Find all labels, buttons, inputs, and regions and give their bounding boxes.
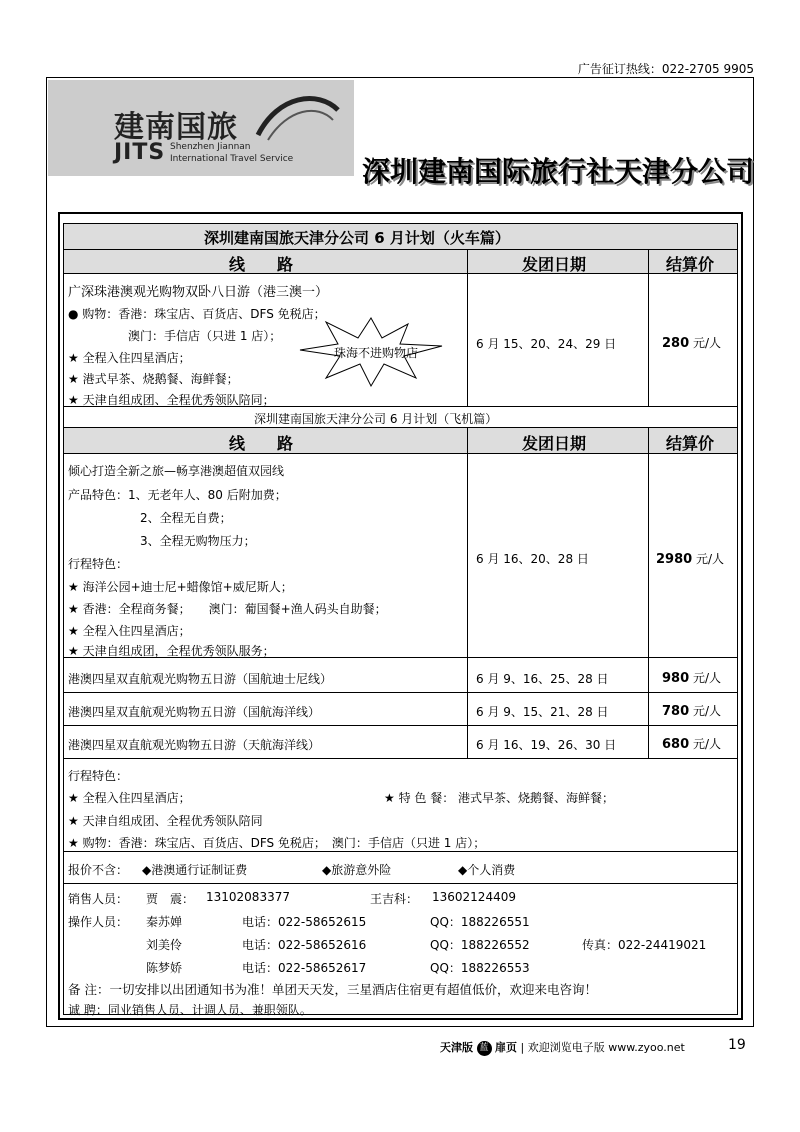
plane-price-header: 结算价 — [666, 434, 715, 453]
plane-route-row — [64, 454, 737, 658]
train-price: 280 元/人 — [662, 336, 722, 351]
note: 备 注：一切安排以出团通知书为准！单团天天发，三星酒店住宿更有超值低价，欢迎来电咨询！ — [68, 982, 597, 997]
plane-price: 2980 元/人 — [656, 552, 725, 567]
sales-phone: 13102083377 — [206, 890, 290, 904]
page-footer — [440, 1039, 685, 1056]
train-title: 深圳建南国旅天津分公司 6 月计划（火车篇） — [204, 229, 510, 247]
sales-label: 销售人员： — [68, 892, 129, 906]
plane-date-header: 发团日期 — [522, 434, 587, 453]
features-row — [64, 759, 737, 852]
plane-title-row — [64, 407, 737, 428]
train-line: ★ 全程入住四星酒店； — [68, 351, 191, 365]
ops-tel: 电话：022-58652616 — [242, 938, 367, 952]
no-shopping-burst — [296, 316, 446, 392]
footer-badge: 蓝 — [477, 1041, 492, 1056]
footer-welcome[interactable]: 欢迎浏览电子版 www.zyoo.net — [527, 1041, 685, 1054]
flight-price: 980 元/人 — [662, 671, 722, 686]
ops-label: 操作人员： — [68, 915, 129, 929]
logo-jits: JITS — [114, 140, 166, 165]
company-name: 深圳建南国际旅行社天津分公司 — [362, 155, 755, 188]
flight-dates: 6 月 9、15、21、28 日 — [476, 705, 609, 719]
footer-edition: 天津版 — [440, 1041, 473, 1054]
flight-route: 港澳四星双直航观光购物五日游（国航迪士尼线） — [68, 672, 333, 686]
train-line: ★ 港式早茶、烧鹅餐、海鲜餐； — [68, 372, 239, 386]
logo-english-2: International Travel Service — [170, 154, 294, 164]
flight-route: 港澳四星双直航观光购物五日游（天航海洋线） — [68, 738, 321, 752]
plane-dates: 6 月 16、20、28 日 — [476, 552, 589, 566]
features-hotel: ★ 全程入住四星酒店； — [68, 791, 191, 805]
ops-name: 秦苏婵 — [146, 915, 183, 929]
flight-row — [64, 658, 737, 693]
footer-section: 扉页 — [495, 1041, 517, 1054]
burst-text: 珠海不进购物店 — [334, 346, 419, 360]
logo-chinese: 建南国旅 — [114, 110, 238, 145]
flight-row — [64, 726, 737, 759]
features-meals: ★ 特 色 餐： 港式早茶、烧鹅餐、海鲜餐； — [384, 791, 615, 805]
footer-divider: | — [520, 1041, 525, 1054]
train-route-header: 线 路 — [229, 255, 294, 274]
plane-line: ★ 海洋公园+迪士尼+蜡像馆+威尼斯人； — [68, 580, 293, 594]
page-number: 19 — [728, 1037, 746, 1053]
plane-line: ★ 全程入住四星酒店； — [68, 624, 191, 638]
sales-name: 贾 震： — [146, 892, 195, 906]
plane-header-row — [64, 428, 737, 454]
plane-title: 深圳建南国旅天津分公司 6 月计划（飞机篇） — [254, 412, 498, 426]
ad-hotline: 广告征订热线：022-2705 9905 — [577, 62, 754, 76]
flight-dates: 6 月 16、19、26、30 日 — [476, 738, 617, 752]
excluded-label: 报价不含： — [68, 863, 129, 877]
plane-line: ★ 香港：全程商务餐； 澳门：葡国餐+渔人码头自助餐； — [68, 602, 387, 616]
logo-arc-icon — [238, 90, 348, 150]
flight-row — [64, 693, 737, 726]
train-line: ● 购物：香港：珠宝店、百货店、DFS 免税店； — [68, 307, 326, 321]
plane-line: 3、全程无购物压力； — [140, 534, 256, 548]
ops-qq: QQ：188226552 — [430, 938, 530, 952]
flight-route: 港澳四星双直航观光购物五日游（国航海洋线） — [68, 705, 321, 719]
hiring: 诚 聘：同业销售人员、计调人员、兼职领队。 — [68, 1003, 312, 1017]
ops-name: 刘美伶 — [146, 938, 183, 952]
ops-name: 陈梦娇 — [146, 961, 183, 975]
features-label: 行程特色： — [68, 769, 129, 783]
train-title-row — [64, 224, 737, 250]
train-dates: 6 月 15、20、24、29 日 — [476, 337, 617, 351]
plane-route-title: 倾心打造全新之旅—畅享港澳超值双园线 — [68, 464, 285, 478]
train-route-title: 广深珠港澳观光购物双卧八日游（港三澳一） — [68, 285, 329, 300]
features-shopping: ★ 购物：香港：珠宝店、百货店、DFS 免税店； 澳门：手信店（只进 1 店）； — [68, 836, 486, 850]
flight-dates: 6 月 9、16、25、28 日 — [476, 672, 609, 686]
ops-qq: QQ：188226553 — [430, 961, 530, 975]
train-line: ★ 天津自组成团、全程优秀领队陪同； — [68, 393, 275, 407]
features-team: ★ 天津自组成团、全程优秀领队陪同 — [68, 814, 263, 828]
excluded-item: ◆港澳通行证制证费 — [142, 863, 248, 877]
sales-name: 王吉科： — [370, 892, 419, 906]
fax: 传真：022-24419021 — [582, 938, 707, 952]
ops-qq: QQ：188226551 — [430, 915, 530, 929]
excluded-row — [64, 852, 737, 884]
train-line: 澳门：手信店（只进 1 店）； — [128, 329, 282, 343]
train-price-header: 结算价 — [666, 255, 715, 274]
ops-tel: 电话：022-58652615 — [242, 915, 367, 929]
plane-line: ★ 天津自组成团，全程优秀领队服务； — [68, 644, 275, 658]
plane-route-header: 线 路 — [229, 434, 294, 453]
excluded-item: ◆旅游意外险 — [322, 863, 392, 877]
train-date-header: 发团日期 — [522, 255, 587, 274]
sales-phone: 13602124409 — [432, 890, 516, 904]
logo-english-1: Shenzhen Jiannan — [170, 142, 251, 152]
logo-block — [48, 80, 354, 176]
flight-price: 780 元/人 — [662, 704, 722, 719]
train-header-row — [64, 250, 737, 274]
flight-price: 680 元/人 — [662, 737, 722, 752]
plane-line: 产品特色：1、无老年人、80 后附加费； — [68, 488, 287, 502]
plane-line: 行程特色： — [68, 557, 129, 571]
plane-line: 2、全程无自费； — [140, 511, 232, 525]
ops-tel: 电话：022-58652617 — [242, 961, 367, 975]
excluded-item: ◆个人消费 — [458, 863, 516, 877]
